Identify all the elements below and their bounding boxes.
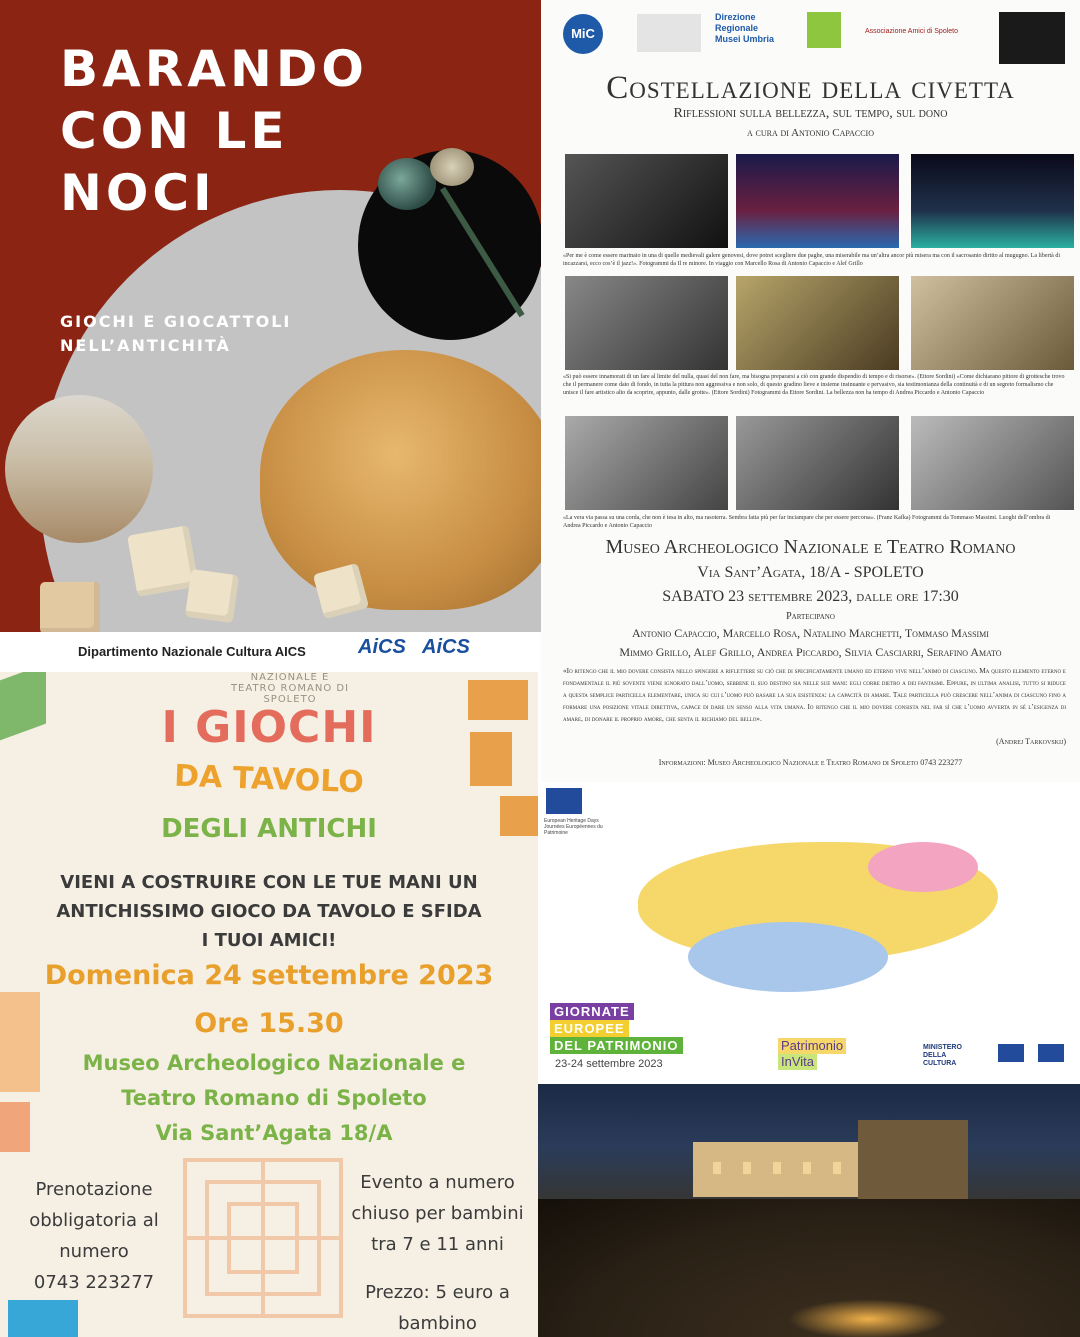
event-line: Evento a numero: [360, 1172, 515, 1193]
caption: «Per me è come essere marinaio in una di quelle medievali galere genovesi, dove potrei scegliere due paghe, una miserabile ma un’altra ancor più misera ma con il sacrosanto diritto al mugugno. La libertà di incazzarsi, ecco cos’è il jazz!». Fotogrammi da Il re minore. In viaggio con Marcello Rosa di Antonio Capaccio e Alef Grillo: [563, 253, 1060, 267]
ministry-line: CULTURA: [923, 1060, 957, 1067]
body-line: ANTICHISSIMO GIOCO DA TAVOLO E SFIDA: [56, 901, 482, 922]
poster-body: [20, 868, 518, 955]
venue-line: Museo Archeologico Nazionale e: [82, 1051, 466, 1075]
spoon-bowl-image: [378, 158, 436, 210]
event-line: tra 7 e 11 anni: [371, 1234, 504, 1255]
poster-barando-con-le-noci: [0, 0, 541, 672]
body-line: I TUOI AMICI!: [201, 930, 337, 951]
address: Via Sant’Agata, 18/A - SPOLETO: [697, 564, 924, 581]
window: [833, 1162, 841, 1174]
ministry-line: MINISTERO: [923, 1044, 962, 1051]
poster-costellazione-della-civetta: [541, 0, 1080, 782]
quote-author: (Andrej Tarkovskij): [996, 737, 1066, 746]
price-info: [345, 1277, 530, 1337]
venue: [0, 1046, 538, 1151]
subtitle-line: GIOCHI E GIOCATTOLI: [60, 312, 292, 331]
film-still: [911, 416, 1074, 510]
window: [743, 1162, 751, 1174]
illustration-blue-shape: [688, 922, 888, 992]
ministry-line: DELLA: [923, 1052, 947, 1059]
nut-bowl-image: [430, 148, 474, 186]
amici-spoleto-logo: Associazione Amici di Spoleto: [865, 28, 958, 35]
film-still: [565, 416, 728, 510]
window: [713, 1162, 721, 1174]
museum-logo: [637, 14, 701, 52]
caption: «La vera via passa su una corda, che non è tesa in alto, ma rasoterra. Sembra fatta più per far inciampare che per essere percorsa». (Franz Kafka) Fotogrammi da Tommaso Massimi. Luoghi dell’ombra di Andrea Piccardo e Antonio Capaccio: [563, 515, 1051, 529]
spoon-handle-image: [440, 187, 525, 317]
officine-logo: [807, 12, 841, 48]
poster-giornate-europee-patrimonio: [538, 782, 1080, 1084]
poster-footer: [0, 632, 541, 672]
film-still: [565, 276, 728, 370]
title-line: BARANDO: [60, 40, 368, 98]
brand-line: EUROPEE: [550, 1020, 629, 1037]
ministero-logo: [923, 1044, 962, 1068]
poster-title: Costellazione della civetta: [606, 70, 1015, 106]
booking-phone: 0743 223277: [33, 1272, 155, 1293]
participants-line: Mimmo Grillo, Alef Grillo, Andrea Piccardo, Silvia Casciarri, Serafino Amato: [619, 645, 1002, 659]
decorative-mosaic: [8, 1300, 78, 1337]
window: [773, 1162, 781, 1174]
price-line: bambino: [398, 1313, 477, 1334]
brand-line: GIORNATE: [550, 1003, 634, 1020]
booking-line: numero: [59, 1241, 129, 1262]
aics-logo-text: AiCS: [422, 636, 470, 658]
spoon-photo: [358, 150, 541, 340]
caption: «Si può essere innamorati di un fare al limite del nulla, quasi del non fare, ma bisogna prepararsi a ciò con grande dispendio di tempo e di risorse». (Ettore Sordini) «Come dichiarano pittore di grottesche trovo che il permanere come dato di fondo, in tutta la pittura non aggressiva e non solo, di questo gradino lieve e insieme insinuante e pervasivo, sia testimonianza della continuità e di un segreto formalismo che unisce il fare artistico alto da scoprire, appunto, dalle grotte». (Ettore Sordini) Fotogrammi da Ettore Sordini. La bellezza non ha tempo di Andrea Piccardo e Antonio Capaccio: [563, 374, 1065, 396]
film-still: [911, 276, 1074, 370]
event-dates: 23-24 settembre 2023: [555, 1058, 663, 1070]
curator: a cura di Antonio Capaccio: [746, 127, 875, 139]
game-board-icon: [183, 1158, 343, 1318]
window: [803, 1162, 811, 1174]
poster-title: I GIOCHI: [161, 702, 377, 753]
subtitle-line: NELL’ANTICHITÀ: [60, 336, 231, 355]
film-still: [736, 416, 899, 510]
eu-flag-icon: [998, 1044, 1024, 1062]
film-still: [565, 154, 728, 248]
board-line: [183, 1236, 343, 1240]
venue: Museo Archeologico Nazionale e Teatro Romano: [605, 536, 1016, 558]
eu-heritage-days-logo: [546, 788, 582, 814]
price-line: Prezzo: 5 euro a: [365, 1282, 510, 1303]
council-of-europe-icon: [1038, 1044, 1064, 1062]
aics-logo-text: AiCS: [358, 636, 406, 658]
footer-text: Dipartimento Nazionale Cultura AICS: [78, 644, 306, 659]
building-image: [693, 1142, 883, 1197]
stage-light: [788, 1299, 948, 1337]
film-still: [736, 154, 899, 248]
aics-logo: [422, 636, 484, 668]
illustration-pink-shape: [868, 842, 978, 892]
title-line: NOCI: [60, 164, 216, 222]
eu-caption: European Heritage Days Journées Européennes du Patrimoine: [544, 818, 603, 836]
brand-line: DEL PATRIMONIO: [550, 1037, 683, 1054]
tagline-line: Patrimonio: [778, 1038, 846, 1054]
owl-photo: [999, 12, 1065, 64]
mic-logo: MiC: [563, 14, 603, 54]
die-image: [40, 582, 100, 634]
event-line: chiuso per bambini: [351, 1203, 524, 1224]
umbria-logo: Direzione Regionale Musei Umbria: [715, 12, 775, 44]
body-line: VIENI A COSTRUIRE CON LE TUE MANI UN: [60, 872, 478, 893]
tagline-line: InVita: [778, 1054, 817, 1070]
venue-line: Teatro Romano di Spoleto: [121, 1086, 427, 1110]
poster-title-line3: DEGLI ANTICHI: [161, 814, 377, 844]
venue-line: Via Sant’Agata 18/A: [155, 1121, 393, 1145]
booking-info: [14, 1174, 174, 1298]
poster-giochi-da-tavolo: [0, 672, 538, 1337]
museum-display-photo: [5, 395, 153, 543]
die-image: [185, 569, 239, 623]
event-time: Ore 15.30: [194, 1008, 344, 1039]
photo-teatro-romano-night: [538, 1084, 1080, 1337]
participants-heading: Partecipano: [786, 611, 835, 622]
film-still: [911, 154, 1074, 248]
booking-line: Prenotazione: [35, 1179, 153, 1200]
poster-subtitle: Riflessioni sulla bellezza, sul tempo, sul dono: [673, 106, 948, 121]
event-info: [345, 1167, 530, 1260]
film-still: [736, 276, 899, 370]
sponsor-logos: [559, 10, 1069, 66]
participants-line: Antonio Capaccio, Marcello Rosa, Natalino Marchetti, Tommaso Massimi: [632, 626, 989, 640]
leather-bag-image: [260, 350, 541, 610]
booking-line: obbligatoria al: [29, 1210, 159, 1231]
participants: [571, 624, 1050, 662]
patrimonio-invita-logo: [778, 1038, 846, 1070]
info-line: Informazioni: Museo Archeologico Nazionale e Teatro Romano di Spoleto 0743 223277: [658, 758, 963, 767]
aics-logo: [358, 636, 420, 668]
event-date: Domenica 24 settembre 2023: [44, 960, 494, 991]
poster-subtitle: [60, 310, 360, 358]
poster-title-line2: DA TAVOLO: [173, 758, 365, 801]
header-note: NAZIONALE E TEATRO ROMANO DI SPOLETO: [230, 672, 350, 705]
event-date: SABATO 23 settembre 2023, dalle ore 17:30: [662, 588, 959, 605]
quote: «Io ritengo che il mio dovere consista nello spingere a riflettere su ciò che di specificatamente umano ed eterno vive nell’animo di ciascuno. Ma questo elemento eterno e fondamentale il più sovente viene ignorato dall’uomo, sebbene il suo destino sia nelle sue mani: egli corre dietro a dei fantasmi. Eppure, in ultima analisi, tutto si riduce a questa semplice particella elementare, unica su cui l’uomo può basare la sua esistenza: la capacità di amare. Tale particella può crescere nell’anima di ciascuno fino a formare una posizione vitale direttiva, capace di dare un senso alla vita umana. Io ritengo che il mio dovere consista nel far sì che l’uomo avverta in sé l’esigenza di amare, di donare il proprio amore, che senta il richiamo del bello».: [563, 666, 1066, 723]
poster-title: [60, 38, 368, 224]
title-line: CON LE: [60, 102, 289, 160]
